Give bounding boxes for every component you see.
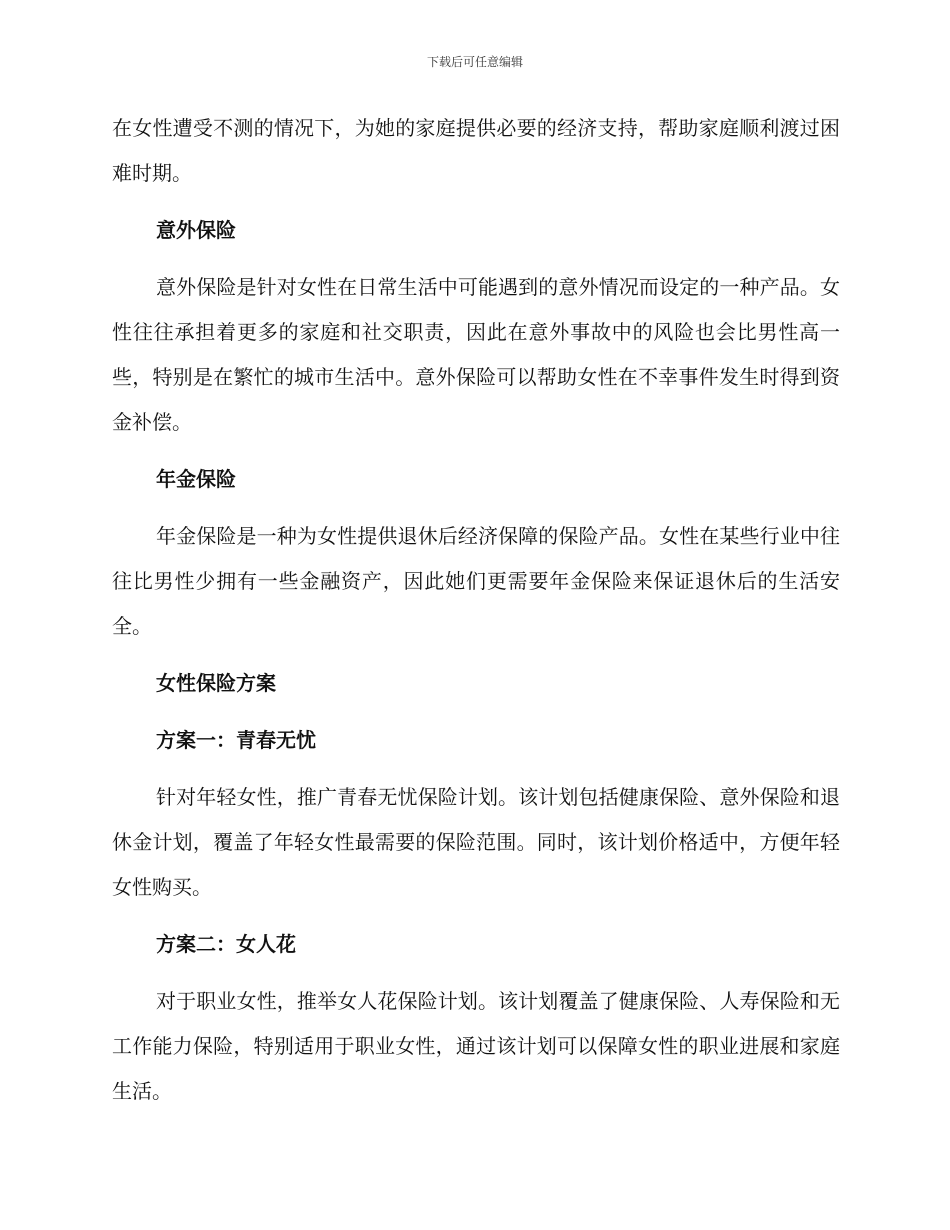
document-body (112, 106, 840, 1114)
section-heading-plan-one: 方案一：青春无忧 (156, 728, 316, 752)
page-header-note: 下载后可任意编辑 (426, 55, 523, 69)
paragraph-plan-one: 针对年轻女性，推广青春无忧保险计划。该计划包括健康保险、意外保险和退休金计划，覆盖了年轻女性最需要的保险范围。同时，该计划价格适中，方便年轻女性购买。 (112, 785, 840, 899)
paragraph-accident-insurance: 意外保险是针对女性在日常生活中可能遇到的意外情况而设定的一种产品。女性往往承担着更多的家庭和社交职责，因此在意外事故中的风险也会比男性高一些，特别是在繁忙的城市生活中。意外保险可以帮助女性在不幸事件发生时得到资金补偿。 (112, 275, 840, 434)
paragraph-continuation: 在女性遭受不测的情况下，为她的家庭提供必要的经济支持，帮助家庭顺利渡过困难时期。 (112, 116, 840, 185)
section-heading-plan-two: 方案二：女人花 (156, 932, 296, 956)
paragraph-annuity-insurance: 年金保险是一种为女性提供退休后经济保障的保险产品。女性在某些行业中往往比男性少拥有一些金融资产，因此她们更需要年金保险来保证退休后的生活安全。 (112, 524, 840, 638)
section-heading-women-insurance-plans: 女性保险方案 (156, 671, 276, 695)
paragraph-plan-two: 对于职业女性，推举女人花保险计划。该计划覆盖了健康保险、人寿保险和无工作能力保险，特别适用于职业女性，通过该计划可以保障女性的职业进展和家庭生活。 (112, 989, 840, 1103)
section-heading-accident-insurance: 意外保险 (156, 218, 236, 242)
section-heading-annuity-insurance: 年金保险 (156, 467, 236, 491)
